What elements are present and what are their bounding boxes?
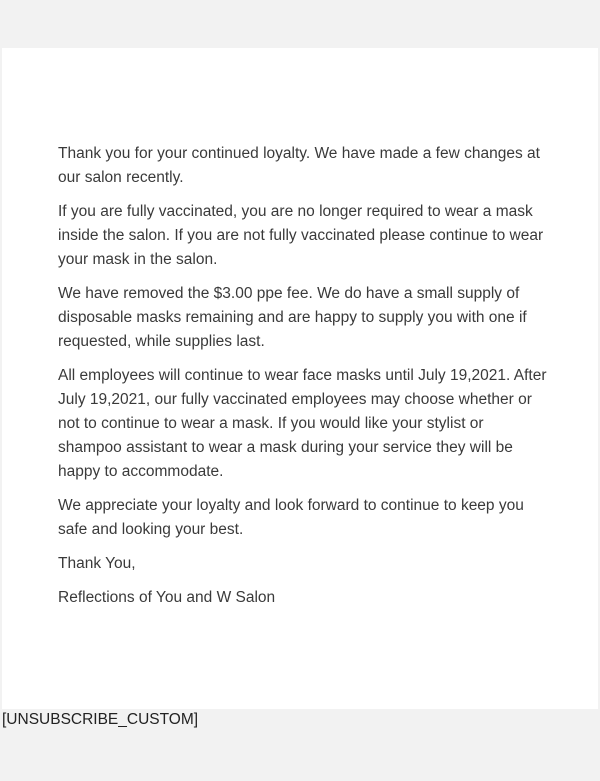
vaccination-paragraph: If you are fully vaccinated, you are no longer required to wear a mask inside the salon. If you are not fully vaccinated please continue to wear your mask in the salon. [58,203,544,268]
unsubscribe-placeholder: [UNSUBSCRIBE_CUSTOM] [2,711,199,728]
appreciation-paragraph: We appreciate your loyalty and look forward to continue to keep you safe and looking your best. [58,497,524,538]
email-card [2,48,598,709]
employee-mask-paragraph: All employees will continue to wear face masks until July 19,2021. After July 19,2021, our fully vaccinated employees may choose whether or not to continue to wear a mask. If you would like your stylist or shampoo assistant to wear a mask during your service they will be happy to accommodate. [58,367,547,480]
ppe-fee-paragraph: We have removed the $3.00 ppe fee. We do have a small supply of disposable masks remaining and are happy to supply you with one if requested, while supplies last. [58,285,527,350]
closing-line: Thank You, [58,555,136,572]
email-body [58,142,548,620]
intro-paragraph: Thank you for your continued loyalty. We have made a few changes at our salon recently. [58,145,540,186]
signature-line: Reflections of You and W Salon [58,589,276,606]
